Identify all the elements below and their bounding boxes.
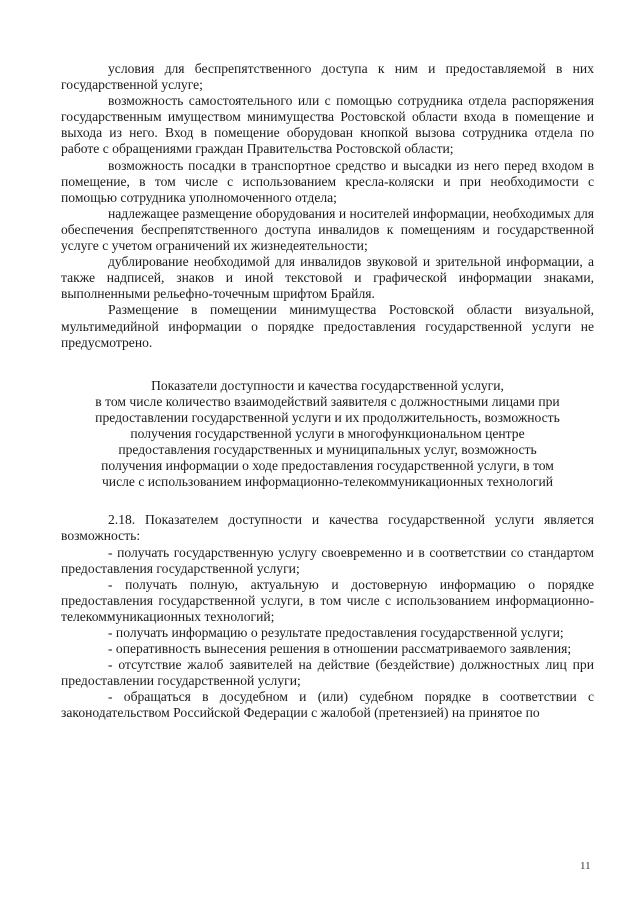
quality-indicators-section [61, 512, 594, 721]
heading-line: получения государственной услуги в многофункциональном центре [130, 425, 525, 441]
paragraph: надлежащее размещение оборудования и носителей информации, необходимых для обеспечения беспрепятственного доступа инвалидов к помещениям и государственной услуге с учетом ограничений их жизнедеятельности; [61, 205, 594, 254]
page-number: 11 [580, 860, 591, 872]
list-item: - обращаться в досудебном и (или) судебном порядке в соответствии с законодательством Российской Федерации с жалобой (претензией) на принятое по [61, 689, 594, 721]
heading-line: предоставлении государственной услуги и их продолжительность, возможность [95, 409, 560, 425]
heading-line: в том числе количество взаимодействий заявителя с должностными лицами при [95, 393, 560, 409]
heading-line: получения информации о ходе предоставления государственной услуги, в том [101, 458, 554, 474]
list-item: - отсутствие жалоб заявителей на действие (бездействие) должностных лиц при предоставлении государственной услуги; [61, 657, 594, 689]
list-item: - получать информацию о результате предоставления государственной услуги; [108, 625, 564, 640]
list-item: - оперативность вынесения решения в отношении рассматриваемого заявления; [108, 641, 572, 657]
paragraph: возможность самостоятельного или с помощью сотрудника отдела распоряжения государственным имуществом минимущества Ростовской области входа в помещение и выхода из него. Вход в помещение оборудован кнопкой вызова сотрудника отдела по работе с обращениями граждан Правительства Ростовской области; [61, 93, 594, 157]
document-page [61, 61, 594, 722]
list-item: - получать полную, актуальную и достоверную информацию о порядке предоставления государственной услуги, в том числе с использованием информационно-телекоммуникационных технологий; [61, 576, 594, 624]
heading-line: предоставления государственных и муниципальных услуг, возможность [118, 442, 537, 458]
paragraph: дублирование необходимой для инвалидов звуковой и зрительной информации, а также надписей, знаков и иной текстовой и графической информации знаками, выполненными рельефно-точечным шрифтом Брайля. [61, 254, 594, 302]
heading-line: Показатели доступности и качества государственной услуги, [151, 377, 504, 393]
paragraph: возможность посадки в транспортное средство и высадки из него перед входом в помещение, в том числе с использованием кресла-коляски и при необходимости с помощью сотрудника уполномоченного отдела; [61, 157, 594, 205]
paragraph: 2.18. Показателем доступности и качества государственной услуги является возможность: [61, 512, 594, 544]
paragraph: Размещение в помещении минимущества Ростовской области визуальной, мультимедийной информации о порядке предоставления государственной услуги не предусмотрено. [61, 302, 594, 350]
paragraph: условия для беспрепятственного доступа к ним и предоставляемой в них государственной услуге; [61, 61, 594, 93]
heading-line: числе с использованием информационно-телекоммуникационных технологий [101, 474, 554, 490]
section-heading [61, 378, 594, 491]
accessibility-conditions-section [61, 61, 594, 351]
list-item: - получать государственную услугу своевременно и в соответствии со стандартом предоставления государственной услуги; [61, 544, 594, 576]
